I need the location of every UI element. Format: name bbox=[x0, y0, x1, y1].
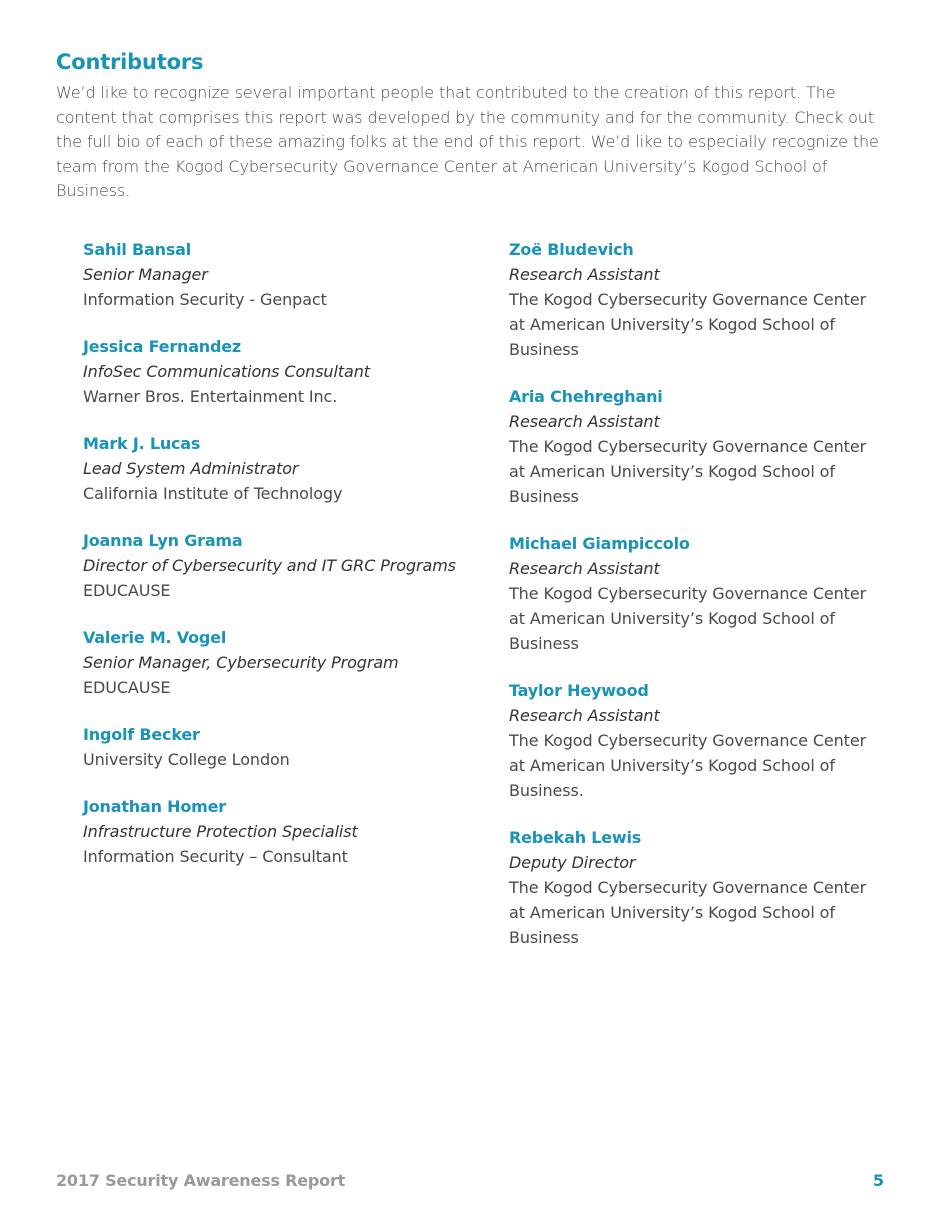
contributor-org: The Kogod Cybersecurity Governance Center at American University’s Kogod School of Business bbox=[509, 290, 867, 359]
contributor-title: Deputy Director bbox=[509, 853, 636, 872]
contributor-name: Joanna Lyn Grama bbox=[83, 531, 243, 550]
contributor-card bbox=[509, 678, 869, 803]
contributor-card bbox=[509, 825, 869, 950]
contributor-card bbox=[509, 384, 869, 509]
contributors-right-column bbox=[509, 237, 869, 972]
footer-page-number: 5 bbox=[872, 1171, 884, 1190]
contributor-name: Ingolf Becker bbox=[83, 725, 200, 744]
contributor-card bbox=[83, 722, 463, 772]
section-title: Contributors bbox=[56, 50, 204, 74]
contributor-name: Zoë Bludevich bbox=[509, 240, 634, 259]
contributor-name: Sahil Bansal bbox=[83, 240, 192, 259]
contributor-org: University College London bbox=[83, 750, 290, 769]
footer-report-title: 2017 Security Awareness Report bbox=[56, 1171, 346, 1190]
contributor-name: Valerie M. Vogel bbox=[83, 628, 227, 647]
contributor-title: Lead System Administrator bbox=[83, 459, 299, 478]
contributor-title: Infrastructure Protection Specialist bbox=[83, 822, 358, 841]
contributor-org: The Kogod Cybersecurity Governance Center at American University’s Kogod School of Business bbox=[509, 437, 867, 506]
contributor-name: Rebekah Lewis bbox=[509, 828, 642, 847]
contributor-card bbox=[509, 237, 869, 362]
contributor-org: The Kogod Cybersecurity Governance Center at American University’s Kogod School of Business. bbox=[509, 731, 867, 800]
contributor-card bbox=[83, 431, 463, 506]
contributor-card bbox=[83, 237, 463, 312]
contributor-name: Aria Chehreghani bbox=[509, 387, 663, 406]
contributor-card bbox=[509, 531, 869, 656]
contributor-title: Director of Cybersecurity and IT GRC Programs bbox=[83, 556, 456, 575]
contributor-name: Mark J. Lucas bbox=[83, 434, 201, 453]
contributor-org: Information Security - Genpact bbox=[83, 290, 327, 309]
contributor-title: Research Assistant bbox=[509, 265, 660, 284]
contributor-card bbox=[83, 794, 463, 869]
contributor-title: Research Assistant bbox=[509, 412, 660, 431]
contributor-org: Warner Bros. Entertainment Inc. bbox=[83, 387, 338, 406]
contributor-org: The Kogod Cybersecurity Governance Center at American University’s Kogod School of Business bbox=[509, 584, 867, 653]
contributor-name: Michael Giampiccolo bbox=[509, 534, 690, 553]
contributor-title: Research Assistant bbox=[509, 559, 660, 578]
contributor-org: The Kogod Cybersecurity Governance Center at American University’s Kogod School of Business bbox=[509, 878, 867, 947]
contributor-org: California Institute of Technology bbox=[83, 484, 343, 503]
contributor-org: EDUCAUSE bbox=[83, 678, 171, 697]
contributor-title: Research Assistant bbox=[509, 706, 660, 725]
contributor-title: InfoSec Communications Consultant bbox=[83, 362, 370, 381]
contributor-name: Jonathan Homer bbox=[83, 797, 226, 816]
contributor-org: EDUCAUSE bbox=[83, 581, 171, 600]
contributor-org: Information Security – Consultant bbox=[83, 847, 348, 866]
intro-paragraph: We’d like to recognize several important people that contributed to the creation of this report. The content that comprises this report was developed by the community and for the community. Check out the full bio of each of these amazing folks at the end of this report. We’d like to especially recognize the team from the Kogod Cybersecurity Governance Center at American University’s Kogod School of Business. bbox=[56, 83, 879, 201]
contributor-title: Senior Manager, Cybersecurity Program bbox=[83, 653, 399, 672]
contributor-name: Taylor Heywood bbox=[509, 681, 649, 700]
contributor-card bbox=[83, 625, 463, 700]
contributor-title: Senior Manager bbox=[83, 265, 208, 284]
contributor-card bbox=[83, 334, 463, 409]
contributor-name: Jessica Fernandez bbox=[83, 337, 242, 356]
contributor-card bbox=[83, 528, 463, 603]
contributors-left-column bbox=[83, 237, 463, 891]
